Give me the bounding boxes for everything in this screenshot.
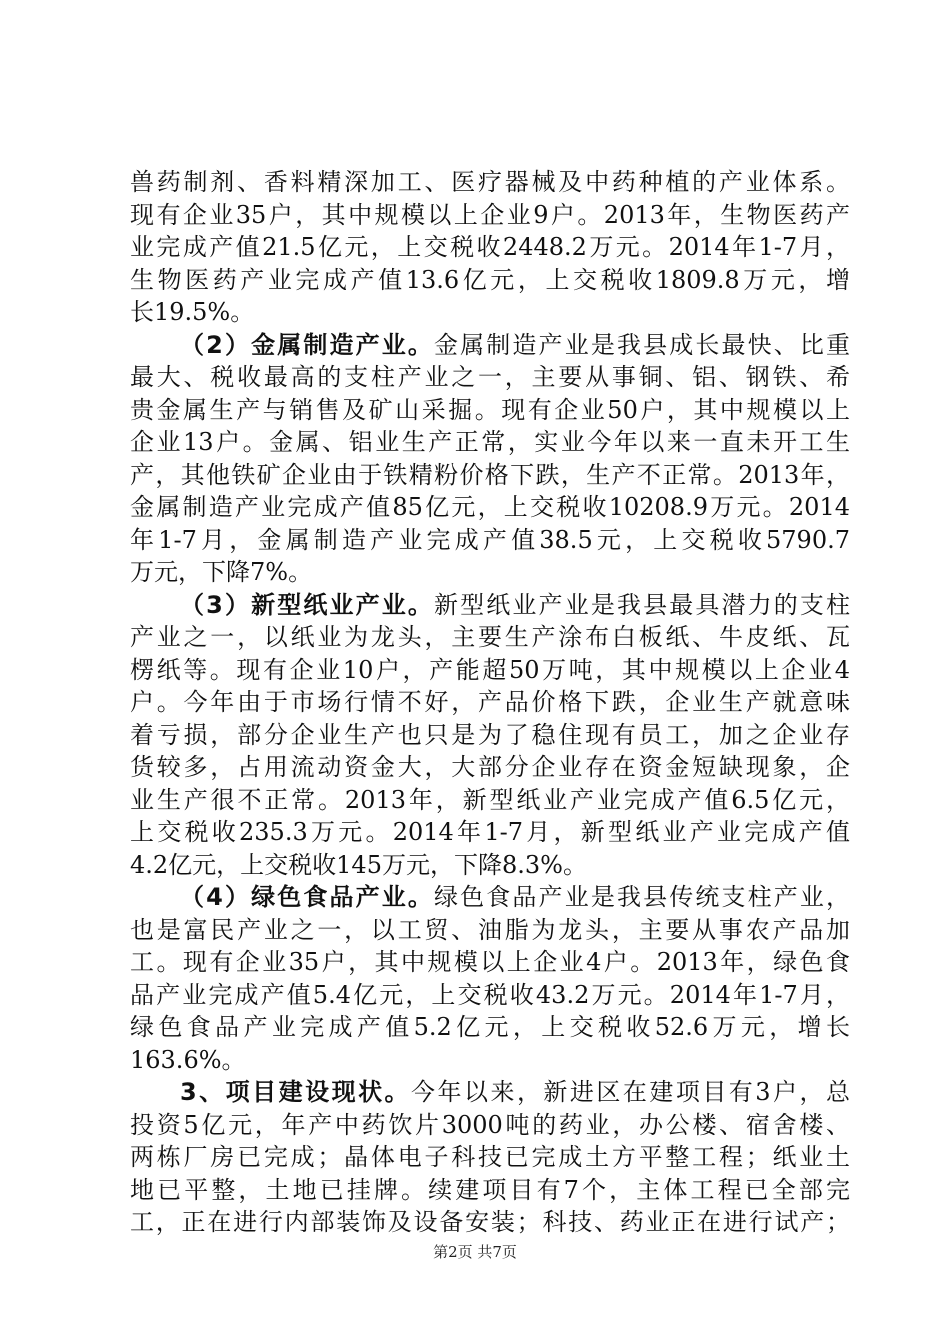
section-heading: （2）金属制造产业。 [180,330,435,359]
text-line: 产业之一，以纸业为龙头，主要生产涂布白板纸、牛皮纸、瓦 [130,623,850,651]
text-line: 长19.5%。 [130,298,255,326]
paragraph-text: 今年以来，新进区在建项目有3户，总 [411,1078,850,1106]
text-line: 地已平整，土地已挂牌。续建项目有7个，主体工程已全部完 [130,1175,850,1204]
text-line: 业完成产值21.5亿元，上交税收2448.2万元。2014年1-7月， [130,233,850,261]
text-line: 万元，下降7%。 [130,558,313,586]
text-line: 兽药制剂、香料精深加工、医疗器械及中药种植的产业体系。 [130,168,850,196]
document-body [130,166,850,1239]
section-heading: （4）绿色食品产业。 [180,883,435,911]
section-heading: 3、项目建设现状。 [180,1078,412,1106]
paragraph-first-line [130,1076,850,1109]
section-heading: （3）新型纸业产业。 [180,590,435,619]
text-line: 两栋厂房已完成；晶体电子科技已完成土方平整工程；纸业土 [130,1143,850,1171]
text-line: 产，其他铁矿企业由于铁精粉价格下跌，生产不正常。2013年， [130,460,850,489]
text-line: 贵金属生产与销售及矿山采掘。现有企业50户，其中规模以上 [130,395,850,424]
paragraph-first-line [130,881,850,914]
text-line: 最大、税收最高的支柱产业之一，主要从事铜、铝、钢铁、希 [130,363,850,391]
text-line: 也是富民产业之一，以工贸、油脂为龙头，主要从事农产品加 [130,915,850,944]
text-line: 4.2亿元，上交税收145万元，下降8.3%。 [130,850,587,879]
text-line: 品产业完成产值5.4亿元，上交税收43.2万元。2014年1-7月， [130,980,850,1009]
text-line: 金属制造产业完成产值85亿元，上交税收10208.9万元。2014 [130,493,850,521]
text-line: 着亏损，部分企业生产也只是为了稳住现有员工，加之企业存 [130,720,850,749]
page-indicator: 第2页 共7页 [433,1243,517,1261]
text-line: 绿色食品产业完成产值5.2亿元，上交税收52.6万元，增长 [130,1013,850,1041]
text-line: 163.6%。 [130,1045,246,1074]
paragraph-first-line [130,329,850,362]
text-line: 工。现有企业35户，其中规模以上企业4户。2013年，绿色食 [130,948,850,976]
text-line: 投资5亿元，年产中药饮片3000吨的药业，办公楼、宿舍楼、 [130,1110,850,1139]
paragraph-first-line [130,589,850,622]
paragraph-text: 绿色食品产业是我县传统支柱产业， [434,883,851,911]
text-line: 上交税收235.3万元。2014年1-7月，新型纸业产业完成产值 [130,818,850,846]
text-line: 生物医药产业完成产值13.6亿元，上交税收1809.8万元，增 [130,265,850,294]
text-line: 现有企业35户，其中规模以上企业9户。2013年，生物医药产 [130,200,850,229]
page-footer [0,1240,950,1264]
text-line: 业生产很不正常。2013年，新型纸业产业完成产值6.5亿元， [130,785,850,814]
text-line: 楞纸等。现有企业10户，产能超50万吨，其中规模以上企业4 [130,655,850,684]
text-line: 工，正在进行内部装饰及设备安装；科技、药业正在进行试产； [130,1208,850,1236]
paragraph-text: 新型纸业产业是我县最具潜力的支柱 [434,590,851,619]
text-line: 企业13户。金属、铝业生产正常，实业今年以来一直未开工生 [130,428,850,456]
text-line: 户。今年由于市场行情不好，产品价格下跌，企业生产就意味 [130,688,850,716]
paragraph-text: 金属制造产业是我县成长最快、比重 [434,330,851,359]
text-line: 货较多，占用流动资金大，大部分企业存在资金短缺现象，企 [130,753,850,781]
text-line: 年1-7月，金属制造产业完成产值38.5元，上交税收5790.7 [130,525,850,554]
